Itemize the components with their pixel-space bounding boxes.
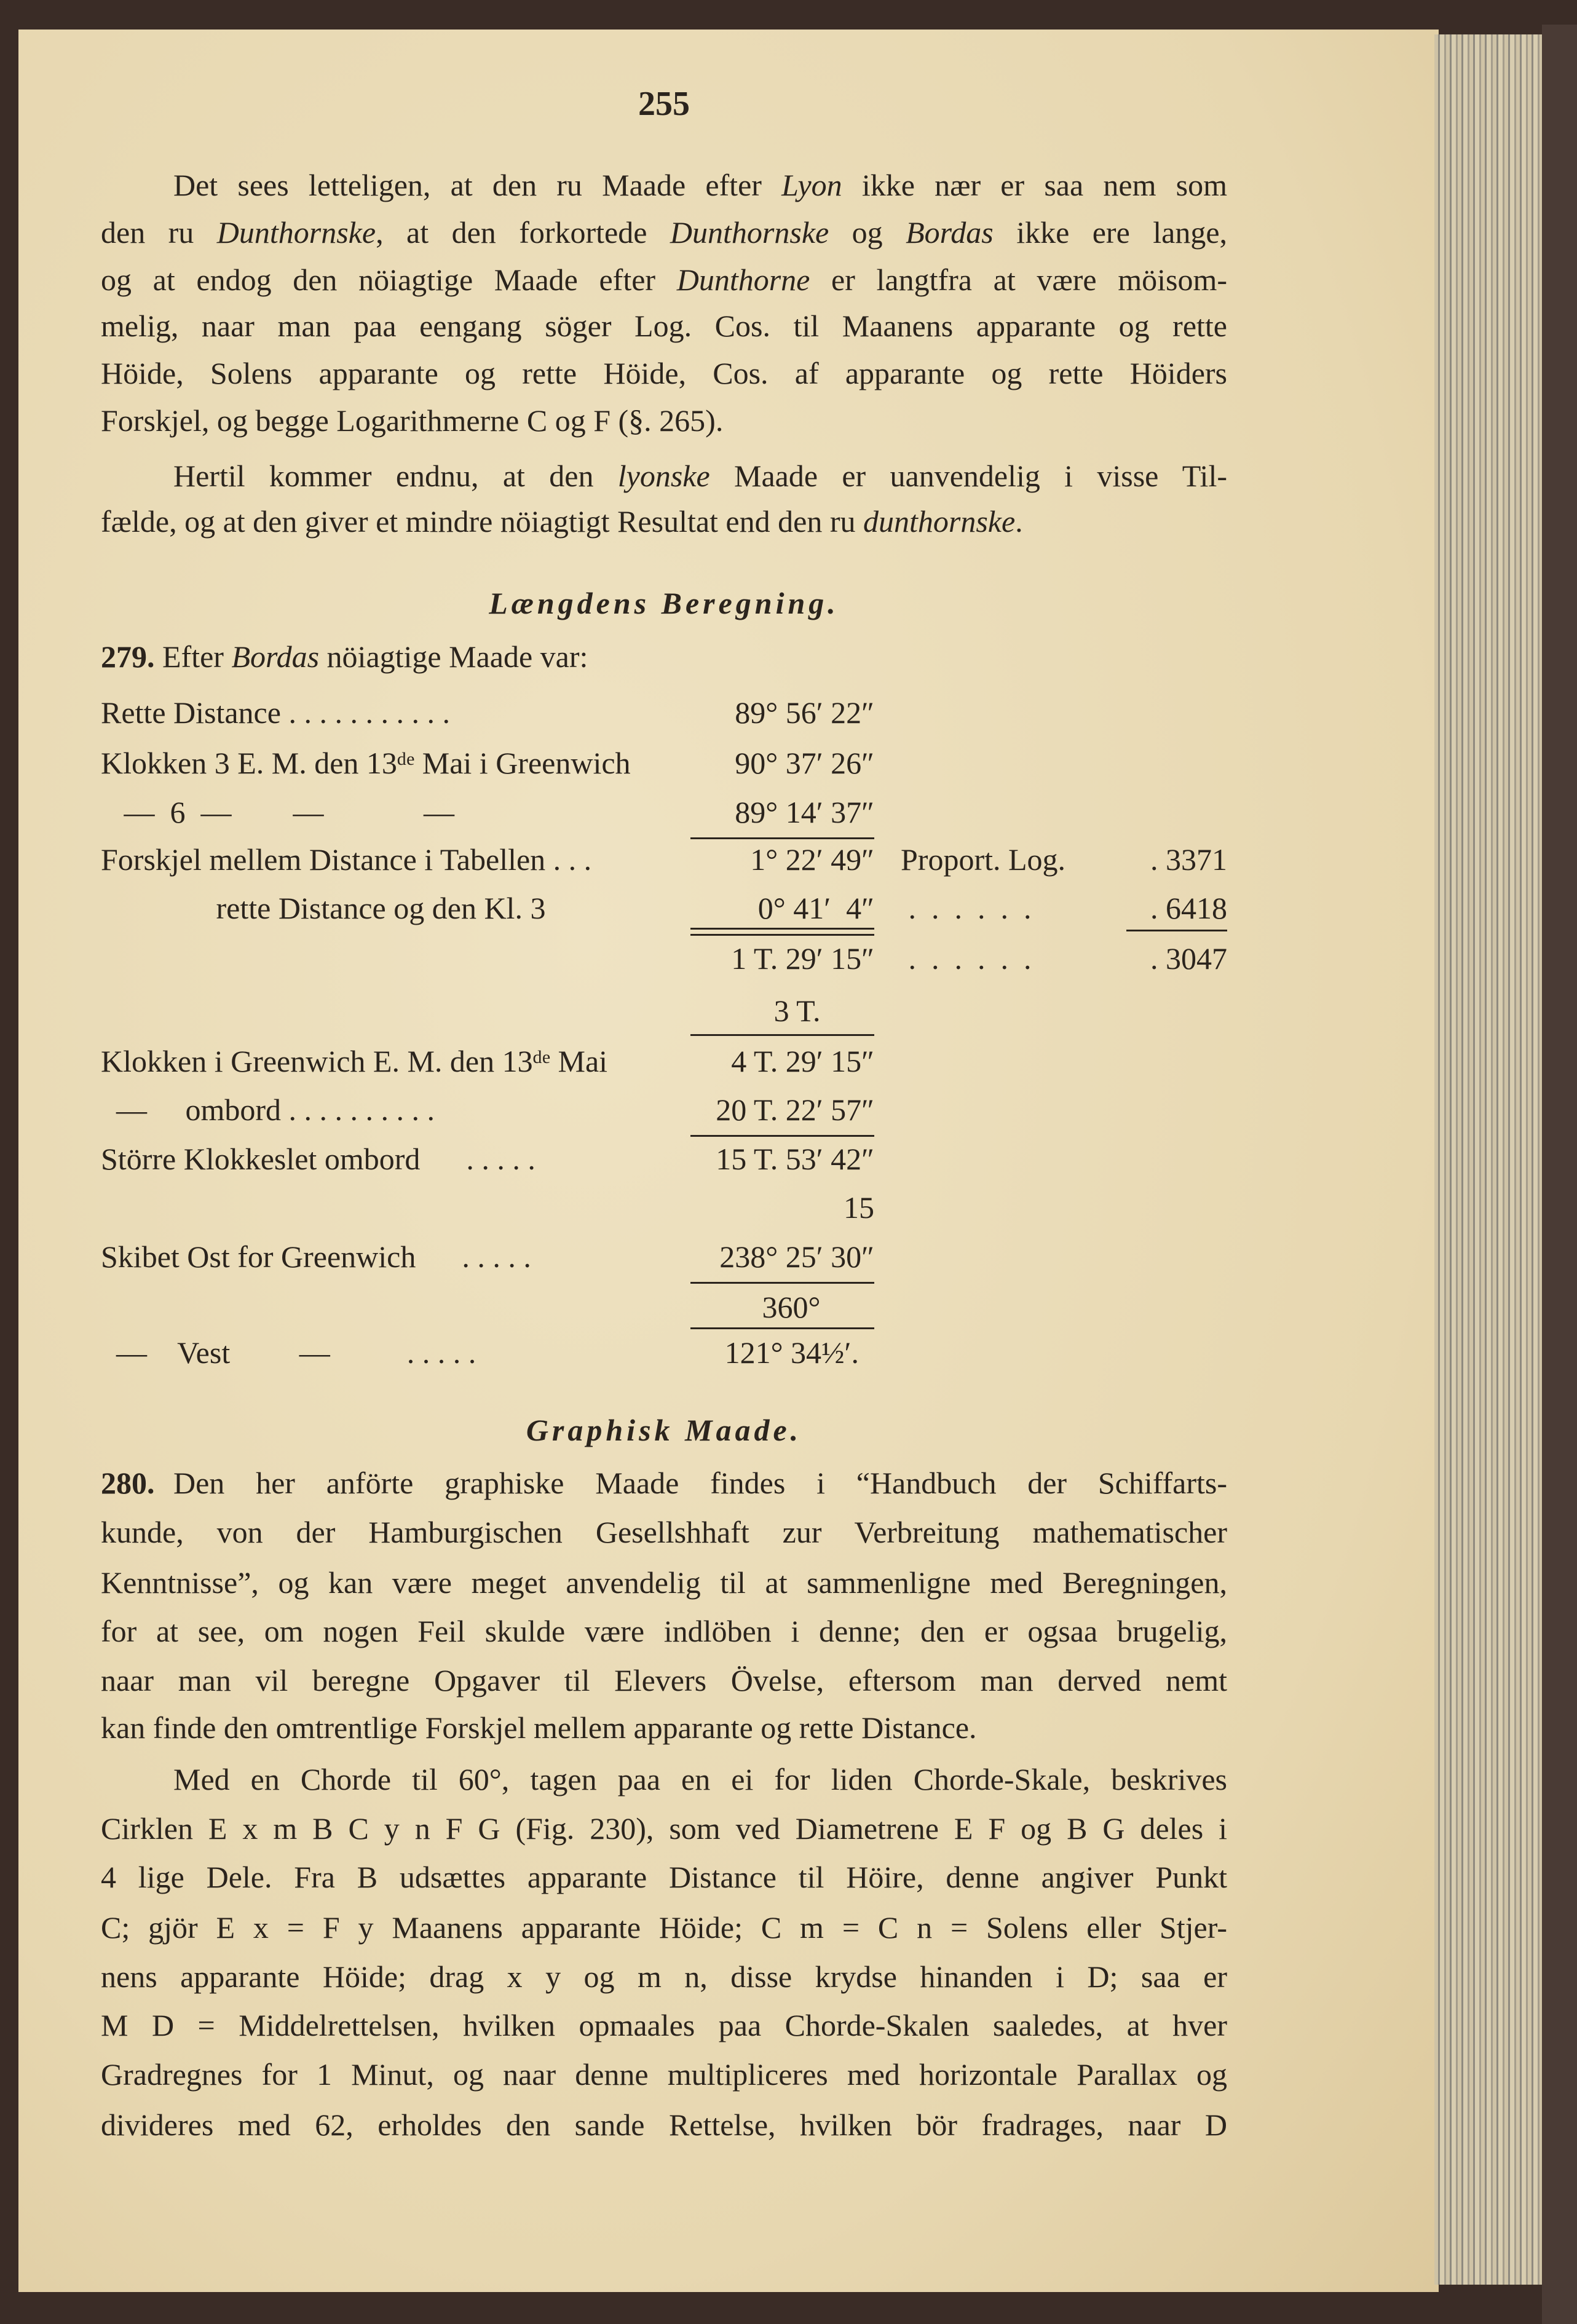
text-line bbox=[101, 500, 1227, 543]
section-number: 280. bbox=[101, 1466, 155, 1500]
text-line bbox=[101, 2053, 1227, 2096]
text: Med en Chorde til 60°, tagen paa en ei for liden Chorde-Skale, beskrives bbox=[173, 1762, 1227, 1796]
text-line bbox=[101, 352, 1227, 395]
text-line bbox=[101, 1955, 1227, 1998]
text: ikke nær er saa nem som bbox=[842, 168, 1228, 202]
table-row bbox=[0, 1286, 1577, 1329]
text: divideres med 62, erholdes den sande Rettelse, hvilken bör fradrages, naar D bbox=[101, 2108, 1227, 2142]
text-line bbox=[101, 1906, 1227, 1949]
section-heading-laengdens-beregning: Længdens Beregning. bbox=[489, 586, 839, 620]
row-value: 89° 14′ 37″ bbox=[735, 795, 874, 829]
section-number: 279. bbox=[101, 639, 155, 674]
text: ikke ere lange, bbox=[993, 215, 1228, 250]
row-label: — Vest — . . . . . bbox=[101, 1335, 476, 1370]
italic-text: Bordas bbox=[906, 215, 994, 250]
text: melig, naar man paa eengang söger Log. Cos. til Maanens apparante og rette bbox=[101, 309, 1227, 343]
table-row bbox=[0, 989, 1577, 1032]
text: og bbox=[829, 215, 906, 250]
row-value: 89° 56′ 22″ bbox=[735, 695, 874, 730]
table-row bbox=[0, 1040, 1577, 1083]
row-label: rette Distance og den Kl. 3 bbox=[101, 891, 546, 925]
table-row bbox=[0, 1186, 1577, 1229]
section-heading-graphisk-maade: Graphisk Maade. bbox=[526, 1413, 802, 1447]
text-line bbox=[101, 304, 1227, 347]
italic-text: dunthornske bbox=[863, 504, 1016, 539]
table-row bbox=[0, 887, 1577, 930]
log-label: Proport. Log. bbox=[901, 842, 1066, 877]
row-value: 90° 37′ 26″ bbox=[735, 746, 874, 780]
row-label: — 6 — — — bbox=[101, 795, 454, 829]
row-value: 1° 22′ 49″ bbox=[750, 842, 874, 877]
text: Hertil kommer endnu, at den bbox=[173, 459, 618, 493]
text: 4 lige Dele. Fra B udsættes apparante Distance til Höire, denne angiver Punkt bbox=[101, 1860, 1227, 1894]
text: kan finde den omtrentlige Forskjel mellem apparante og rette Distance. bbox=[101, 1710, 977, 1745]
section-280-first-line bbox=[101, 1461, 1227, 1504]
text-line bbox=[173, 1758, 1227, 1801]
italic-text: Dunthornske bbox=[216, 215, 376, 250]
row-label: Forskjel mellem Distance i Tabellen . . . bbox=[101, 842, 592, 877]
text-line bbox=[101, 2103, 1227, 2146]
row-label: Skibet Ost for Greenwich . . . . . bbox=[101, 1239, 531, 1274]
text: Efter bbox=[162, 639, 232, 674]
section-279-intro bbox=[101, 635, 1227, 678]
table-row bbox=[0, 741, 1577, 785]
row-value: 0° 41′ 4″ bbox=[757, 891, 874, 925]
row-label: Större Klokkeslet ombord . . . . . bbox=[101, 1142, 536, 1176]
text: Höide, Solens apparante og rette Höide, Cos. af apparante og rette Höiders bbox=[101, 356, 1227, 390]
text-line bbox=[173, 454, 1227, 497]
table-row bbox=[0, 791, 1577, 834]
table-row bbox=[0, 1088, 1577, 1131]
text: Den her anförte graphiske Maade findes i “Handbuch der Schiffarts- bbox=[173, 1466, 1227, 1500]
text: nens apparante Höide; drag x y og m n, disse krydse hinanden i D; saa er bbox=[101, 1959, 1227, 1994]
text: Maade er uanvendelig i visse Til- bbox=[709, 459, 1227, 493]
text: . bbox=[1015, 504, 1023, 539]
double-rule bbox=[690, 928, 874, 930]
sum-rule bbox=[690, 837, 874, 839]
row-value: 1 T. 29′ 15″ bbox=[731, 941, 874, 976]
text: den ru bbox=[101, 215, 217, 250]
text-line bbox=[101, 1659, 1227, 1702]
text: fælde, og at den giver et mindre nöiagtigt Resultat end den ru bbox=[101, 504, 863, 539]
italic-text: Dunthornske bbox=[670, 215, 829, 250]
text: for at see, om nogen Feil skulde være indlöben i denne; den er ogsaa brugelig, bbox=[101, 1614, 1227, 1648]
text-line bbox=[173, 164, 1227, 207]
italic-text: Dunthorne bbox=[676, 263, 810, 297]
log-value: . 3047 bbox=[1150, 941, 1227, 976]
log-label: . . . . . . bbox=[901, 941, 1032, 976]
log-label: . . . . . . bbox=[901, 891, 1032, 925]
table-row bbox=[0, 937, 1577, 980]
row-value: 360° bbox=[762, 1290, 874, 1324]
sum-rule bbox=[690, 1034, 874, 1036]
text: , at den forkortede bbox=[376, 215, 670, 250]
text: M D = Middelrettelsen, hvilken opmaales paa Chorde-Skalen saaledes, at hver bbox=[101, 2008, 1227, 2042]
italic-text: Lyon bbox=[781, 168, 842, 202]
text-line bbox=[101, 258, 1227, 301]
row-value: 15 bbox=[844, 1190, 874, 1225]
double-rule bbox=[690, 934, 874, 936]
row-value: 3 T. bbox=[773, 994, 874, 1028]
table-row bbox=[0, 1235, 1577, 1278]
text: er langtfra at være möisom- bbox=[810, 263, 1228, 297]
row-value: 4 T. 29′ 15″ bbox=[731, 1044, 874, 1078]
row-label: Klokken i Greenwich E. M. den 13ᵈᵉ Mai bbox=[101, 1044, 608, 1078]
text-line bbox=[101, 1807, 1227, 1850]
text-line bbox=[101, 1856, 1227, 1899]
row-value: 15 T. 53′ 42″ bbox=[716, 1142, 874, 1176]
text: kunde, von der Hamburgischen Gesellshhaft zur Verbreitung mathematischer bbox=[101, 1515, 1227, 1549]
log-value: . 6418 bbox=[1150, 891, 1227, 925]
text-line bbox=[101, 1561, 1227, 1604]
text: Kenntnisse”, og kan være meget anvendelig til at sammenligne med Beregningen, bbox=[101, 1565, 1227, 1600]
text: naar man vil beregne Opgaver til Elevers Övelse, eftersom man derved nemt bbox=[101, 1663, 1227, 1698]
text-line bbox=[101, 1706, 1227, 1749]
log-value: . 3371 bbox=[1150, 842, 1227, 877]
text: C; gjör E x = F y Maanens apparante Höide; C m = C n = Solens eller Stjer- bbox=[101, 1910, 1227, 1945]
text: Det sees letteligen, at den ru Maade efter bbox=[173, 168, 782, 202]
row-label: Rette Distance . . . . . . . . . . . bbox=[101, 695, 450, 730]
table-row bbox=[0, 691, 1577, 734]
text-line bbox=[101, 1511, 1227, 1554]
text: Gradregnes for 1 Minut, og naar denne multipliceres med horizontale Parallax og bbox=[101, 2057, 1227, 2092]
row-value: 238° 25′ 30″ bbox=[719, 1239, 874, 1274]
text-line bbox=[101, 1610, 1227, 1653]
row-label: — ombord . . . . . . . . . . bbox=[101, 1093, 435, 1127]
text-line bbox=[101, 2004, 1227, 2047]
log-sum-rule bbox=[1126, 930, 1227, 931]
row-label: Klokken 3 E. M. den 13ᵈᵉ Mai i Greenwich bbox=[101, 746, 631, 780]
table-row bbox=[0, 838, 1577, 881]
text: Cirklen E x m B C y n F G (Fig. 230), som ved Diametrene E F og B G deles i bbox=[101, 1811, 1227, 1846]
text: og at endog den nöiagtige Maade efter bbox=[101, 263, 677, 297]
table-row bbox=[0, 1331, 1577, 1374]
sum-rule bbox=[690, 1282, 874, 1284]
italic-text: lyonske bbox=[617, 459, 710, 493]
text: nöiagtige Maade var: bbox=[319, 639, 588, 674]
row-value: 121° 34½′. bbox=[724, 1335, 874, 1370]
row-value: 20 T. 22′ 57″ bbox=[716, 1093, 874, 1127]
italic-text: Bordas bbox=[231, 639, 320, 674]
table-row bbox=[0, 1137, 1577, 1180]
page-number: 255 bbox=[638, 85, 690, 123]
text-line bbox=[101, 211, 1227, 254]
text: Forskjel, og begge Logarithmerne C og F (§. 265). bbox=[101, 403, 724, 438]
sum-rule bbox=[690, 1327, 874, 1329]
sum-rule bbox=[690, 1135, 874, 1137]
text-line bbox=[101, 399, 1227, 442]
